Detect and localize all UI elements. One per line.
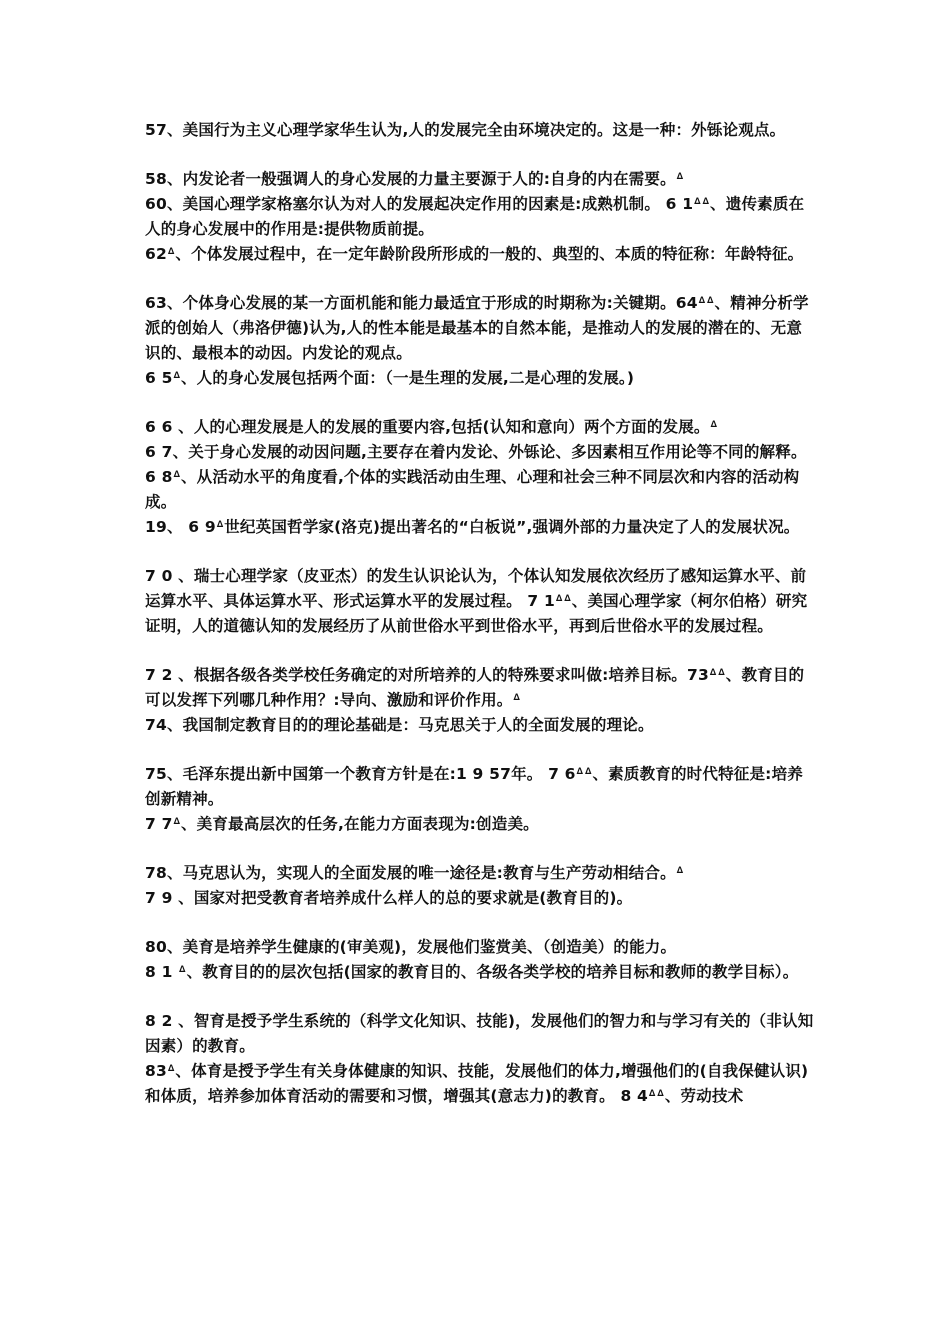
paragraph-79: 7 9 、国家对把受教育者培养成什么样人的总的要求就是(教育目的)。	[145, 889, 633, 907]
paragraph-62: 62ᐞ、个体发展过程中，在一定年龄阶段所形成的一般的、典型的、本质的特征称：年龄特征。	[145, 245, 804, 263]
paragraph-67: 6 7、关于身心发展的动因问题,主要存在着内发论、外铄论、多因素相互作用论等不同的解释。	[145, 443, 807, 461]
paragraph-81: 8 1 ᐞ、教育目的的层次包括(国家的教育目的、各级各类学校的培养目标和教师的教学目标）。	[145, 963, 799, 981]
paragraph-80: 80、美育是培养学生健康的(审美观)，发展他们鉴赏美、（创造美）的能力。	[145, 938, 677, 956]
paragraph-65: 6 5ᐞ、人的身心发展包括两个面：（一是生理的发展,二是心理的发展。)	[145, 369, 635, 387]
paragraph-60: 60、美国心理学家格塞尔认为对人的发展起决定作用的因素是:成熟机制。 6 1ᐞᐞ、遗传素质在人的身心发展中的作用是:提供物质前提。	[145, 195, 805, 238]
paragraph-83: 83ᐞ、体育是授予学生有关身体健康的知识、技能，发展他们的体力,增强他们的(自我保健认识)和体质，培养参加体育活动的需要和习惯，增强其(意志力)的教育。 8 4ᐞᐞ、劳动技术	[145, 1062, 809, 1105]
paragraph-58: 58、内发论者一般强调人的身心发展的力量主要源于人的:自身的内在需要。ᐞ	[145, 170, 685, 188]
document-body	[145, 118, 815, 1109]
paragraph-57: 57、美国行为主义心理学家华生认为,人的发展完全由环境决定的。这是一种：外铄论观点。	[145, 121, 786, 139]
paragraph-68: 6 8ᐞ、从活动水平的角度看,个体的实践活动由生理、心理和社会三种不同层次和内容的活动构成。	[145, 468, 800, 511]
paragraph-78: 78、马克思认为，实现人的全面发展的唯一途径是:教育与生产劳动相结合。ᐞ	[145, 864, 685, 882]
paragraph-72: 7 2 、根据各级各类学校任务确定的对所培养的人的特殊要求叫做:培养目标。73ᐞᐞ、教育目的可以发挥下列哪几种作用？:导向、激励和评价作用。ᐞ	[145, 666, 805, 709]
paragraph-63: 63、个体身心发展的某一方面机能和能力最适宜于形成的时期称为:关键期。64ᐞᐞ、精神分析学派的创始人（弗洛伊德)认为,人的性本能是最基本的自然本能，是推动人的发展的潜在的、无意识的、最根本的动因。内发论的观点。	[145, 294, 809, 362]
paragraph-74: 74、我国制定教育目的的理论基础是：马克思关于人的全面发展的理论。	[145, 716, 654, 734]
paragraph-66: 6 6 、人的心理发展是人的发展的重要内容,包括(认知和意向）两个方面的发展。ᐞ	[145, 418, 719, 436]
paragraph-77: 7 7ᐞ、美育最高层次的任务,在能力方面表现为:创造美。	[145, 815, 539, 833]
paragraph-82: 8 2 、智育是授予学生系统的（科学文化知识、技能)，发展他们的智力和与学习有关的（非认知因素）的教育。	[145, 1012, 814, 1055]
paragraph-69: 19、 6 9ᐞ世纪英国哲学家(洛克)提出著名的“白板说”,强调外部的力量决定了人的发展状况。	[145, 518, 800, 536]
paragraph-75: 75、毛泽东提出新中国第一个教育方针是在:1 9 57年。 7 6ᐞᐞ、素质教育的时代特征是:培养创新精神。	[145, 765, 803, 808]
paragraph-70: 7 0 、瑞士心理学家（皮亚杰）的发生认识论认为，个体认知发展依次经历了感知运算水平、前运算水平、具体运算水平、形式运算水平的发展过程。 7 1ᐞᐞ、美国心理学家（柯尔伯格）研究证明，人的道德认知的发展经历了从前世俗水平到世俗水平，再到后世俗水平的发展过程。	[145, 567, 808, 635]
